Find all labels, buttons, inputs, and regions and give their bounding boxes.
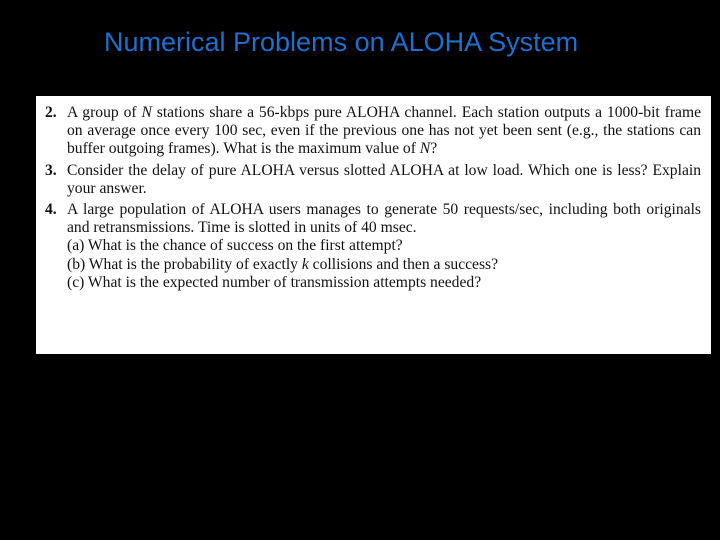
problem-number: 4. — [45, 201, 57, 219]
sub-question-list — [67, 237, 701, 292]
problem-number: 2. — [45, 104, 57, 121]
problem-3 — [45, 162, 701, 198]
sub-question-c: (c) What is the expected number of transmission attempts needed? — [67, 273, 482, 291]
problem-number: 3. — [45, 161, 57, 179]
problem-panel — [36, 96, 711, 354]
problem-text-block — [67, 201, 701, 292]
problem-text-segment: stations share a 56-kbps pure ALOHA channel. Each station outputs a 1000-bit frame on average once every 100 sec, even if the previous one has not yet been sent (e.g., the stations can buffer outgoing frames). What is the maximum value of — [67, 104, 701, 158]
problem-text: A large population of ALOHA users manages to generate 50 requests/sec, including both originals and retransmissions. Time is slotted in units of 40 msec. — [67, 201, 701, 237]
sub-question-b-end: collisions and then a success? — [308, 255, 499, 273]
variable-n: N — [419, 140, 431, 158]
variable-n: N — [141, 104, 152, 121]
sub-question-b — [67, 256, 701, 274]
problem-text-segment: ? — [430, 140, 438, 158]
problem-text-segment: A group of — [67, 104, 142, 121]
sub-question-a: (a) What is the chance of success on the first attempt? — [67, 237, 403, 255]
slide-title: Numerical Problems on ALOHA System — [104, 27, 579, 57]
sub-question-b-start: (b) What is the probability of exactly — [67, 255, 302, 273]
problem-text — [67, 104, 701, 159]
problem-4 — [45, 201, 701, 292]
problem-text: Consider the delay of pure ALOHA versus slotted ALOHA at low load. Which one is less? Explain your answer. — [67, 161, 701, 197]
problem-2 — [45, 104, 701, 159]
variable-k: k — [301, 255, 309, 273]
